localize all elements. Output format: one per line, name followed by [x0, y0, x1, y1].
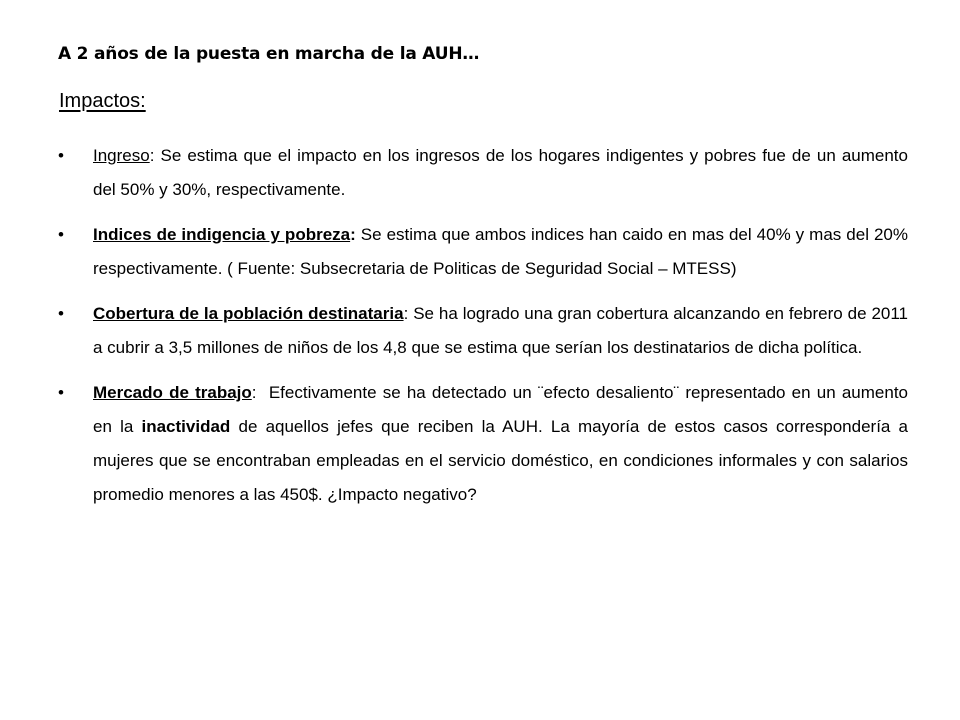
- bullet-separator: :: [403, 304, 409, 323]
- bullet-lead: Ingreso: [93, 146, 150, 165]
- bullet-separator: :: [149, 146, 155, 165]
- bullet-marker: •: [58, 304, 64, 323]
- bullet-lead: Indices de indigencia y pobreza: [93, 225, 351, 244]
- bullet-lead: Cobertura de la población destinataria: [93, 304, 404, 323]
- bullet-text-before: Efectivamente se ha detectado un ¨efecto desaliento¨ representado en un aumento en la: [93, 383, 913, 436]
- bullet-separator: :: [251, 383, 257, 402]
- bullet-separator: :: [350, 225, 356, 244]
- bullet-marker: •: [58, 383, 64, 402]
- bullet-indices: [58, 218, 908, 286]
- bullet-text: Se ha logrado una gran cobertura alcanzando en febrero de 2011 a cubrir a 3,5 millones de niños de los 4,8 que se estima que serían los destinatarios de dicha política.: [93, 304, 909, 357]
- bullet-marker: •: [58, 225, 64, 244]
- bullet-text: Se estima que ambos indices han caido en mas del 40% y mas del 20% respectivamente. ( Fuente: Subsecretaria de Politicas de Seguridad Social – MTESS): [93, 225, 909, 278]
- bullet-ingreso: [58, 139, 908, 207]
- bullet-cobertura: [58, 297, 908, 365]
- slide-title: A 2 años de la puesta en marcha de la AUH…: [58, 44, 480, 64]
- bullet-text: Se estima que el impacto en los ingresos de los hogares indigentes y pobres fue de un aumento del 50% y 30%, respectivamente.: [93, 146, 908, 199]
- bullet-lead: Mercado de trabajo: [93, 383, 252, 402]
- section-heading: Impactos:: [59, 90, 146, 112]
- bullet-text-after: de aquellos jefes que reciben la AUH. La mayoría de estos casos correspondería a mujeres que se encontraban empleadas en el servicio doméstico, en condiciones informales y con salarios promedio menores a las 450$. ¿Impacto negativo?: [93, 417, 908, 504]
- bullet-marker: •: [58, 146, 64, 165]
- bullet-emphasis: inactividad: [141, 417, 231, 436]
- bullet-list: [58, 139, 913, 523]
- bullet-mercado: [58, 376, 913, 512]
